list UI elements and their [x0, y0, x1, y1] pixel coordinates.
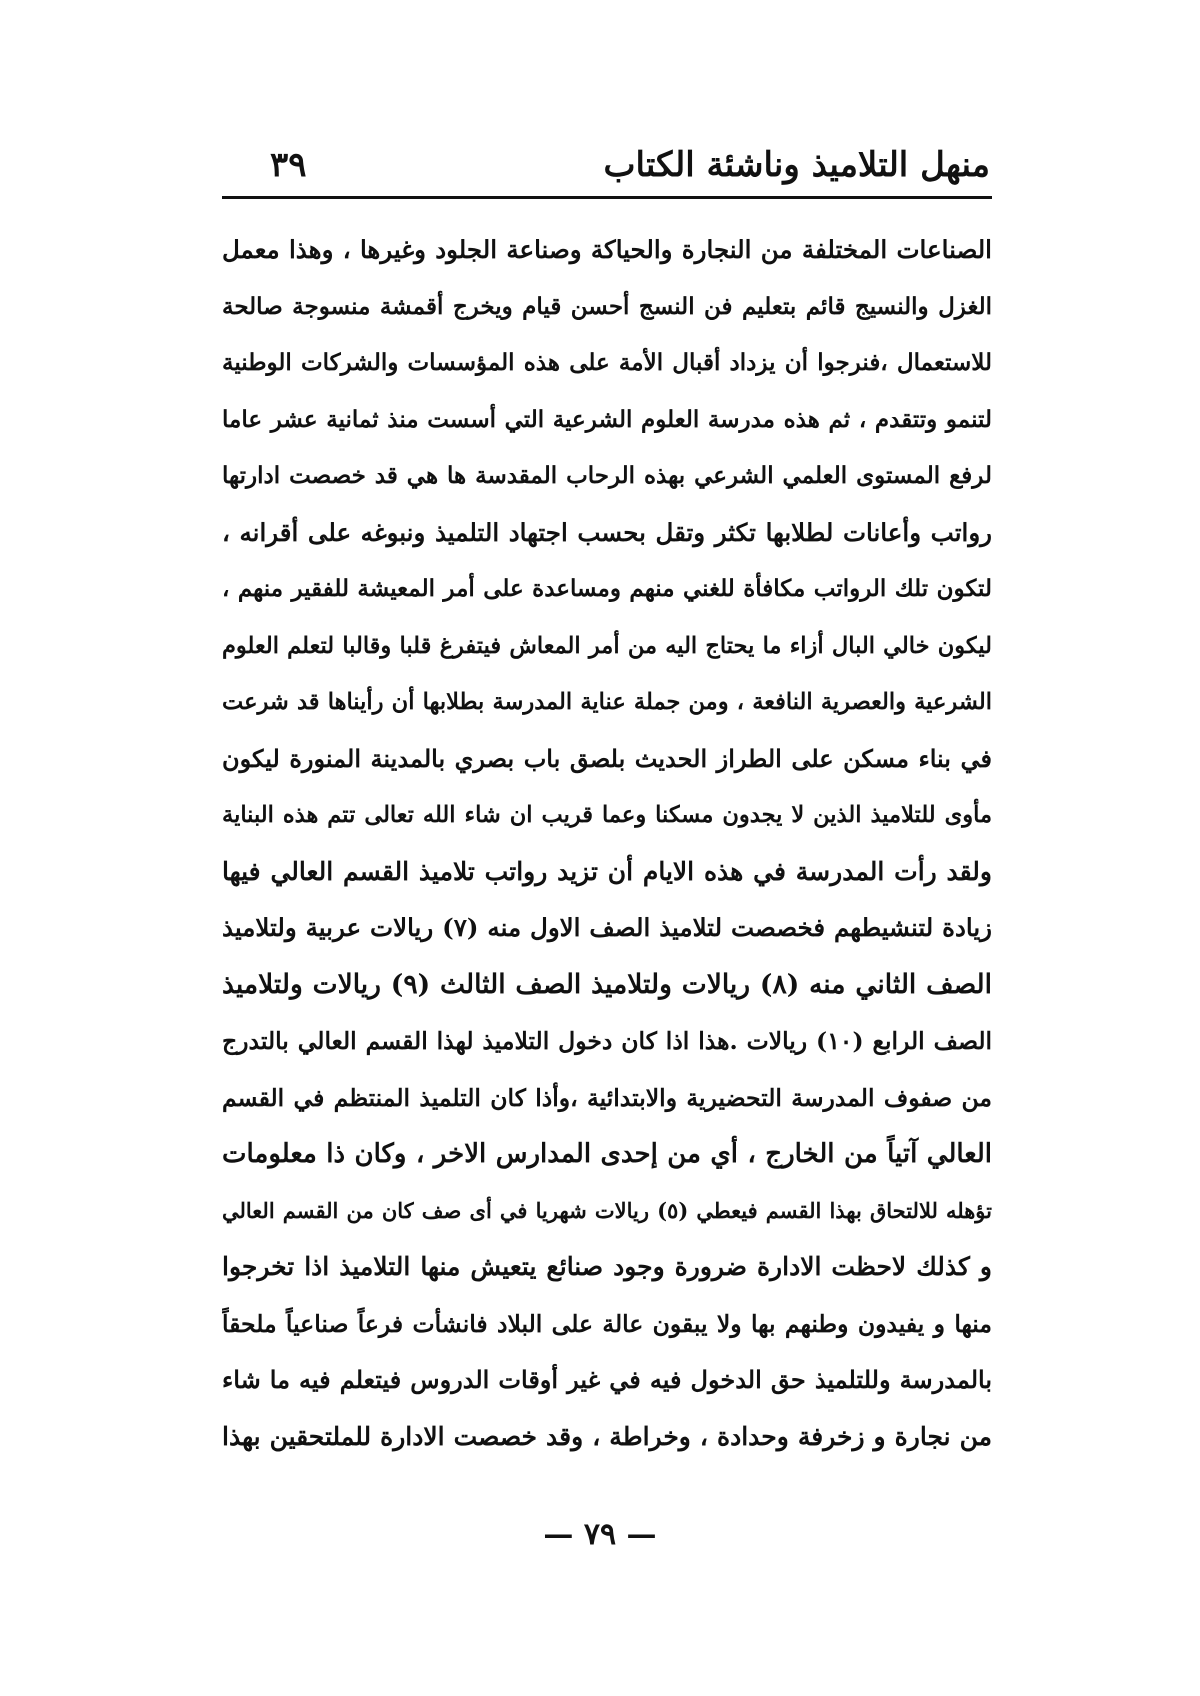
page-header	[220, 140, 990, 190]
text-line: للاستعمال ،فنرجوا أن يزداد أقبال الأمة على هذه المؤسسات والشركات الوطنية	[222, 349, 992, 376]
text-line: الصف الثاني منه (٨) ريالات ولتلاميذ الصف الثالث (٩) ريالات ولتلاميذ	[222, 968, 992, 1000]
text-line: العالي آتياً من الخارج ، أي من إحدى المدارس الاخر ، وكان ذا معلومات	[222, 1139, 992, 1169]
header-rule	[222, 196, 992, 199]
text-line: لتكون تلك الرواتب مكافأة للغني منهم ومساعدة على أمر المعيشة للفقير منهم ،	[222, 575, 992, 602]
text-line: الصف الرابع (١٠) ريالات .هذا اذا كان دخول التلاميذ لهذا القسم العالي بالتدرج	[222, 1027, 992, 1055]
text-line: الشرعية والعصرية النافعة ، ومن جملة عناية المدرسة بطلابها أن رأيناها قد شرعت	[222, 689, 992, 715]
text-line: من نجارة و زخرفة وحدادة ، وخراطة ، وقد خصصت الادارة للملتحقين بهذا	[222, 1421, 992, 1451]
text-line: مأوى للتلاميذ الذين لا يجدون مسكنا وعما قريب ان شاء الله تعالى تتم هذه البناية	[222, 802, 992, 828]
text-line: من صفوف المدرسة التحضيرية والابتدائية ،وأذا كان التلميذ المنتظم في القسم	[222, 1083, 992, 1112]
text-line: زيادة لتنشيطهم فخصصت لتلاميذ الصف الاول منه (٧) ريالات عربية ولتلاميذ	[222, 913, 992, 942]
running-title: منهل التلاميذ وناشئة الكتاب	[603, 145, 990, 185]
text-line: بالمدرسة وللتلميذ حق الدخول فيه في غير أوقات الدروس فيتعلم فيه ما شاء	[222, 1365, 992, 1394]
text-line: ليكون خالي البال أزاء ما يحتاج اليه من أمر المعاش فيتفرغ قلبا وقالبا لتعلم العلوم	[222, 632, 992, 659]
text-line: تؤهله للالتحاق بهذا القسم فيعطي (٥) ريالات شهريا في أى صف كان من القسم العالي	[222, 1197, 992, 1223]
body-text	[222, 222, 992, 1465]
text-line: لرفع المستوى العلمي الشرعي بهذه الرحاب المقدسة ها هي قد خصصت ادارتها	[222, 462, 992, 489]
text-line: رواتب وأعانات لطلابها تكثر وتقل بحسب اجتهاد التلميذ ونبوغه على أقرانه ،	[222, 517, 992, 547]
text-line: في بناء مسكن على الطراز الحديث بلصق باب بصري بالمدينة المنورة ليكون	[222, 743, 992, 773]
text-line: و كذلك لاحظت الادارة ضرورة وجود صنائع يتعيش منها التلاميذ اذا تخرجوا	[222, 1252, 992, 1281]
footer-page-number: — ٧٩ —	[543, 1517, 657, 1552]
header-page-number: ٣٩	[270, 145, 307, 185]
text-line: منها و يفيدون وطنهم بها ولا يبقون عالة على البلاد فانشأت فرعاً صناعياً ملحقاً	[222, 1309, 992, 1338]
text-line: الغزل والنسيج قائم بتعليم فن النسج أحسن قيام ويخرج أقمشة منسوجة صالحة	[222, 292, 992, 320]
text-line: لتنمو وتتقدم ، ثم هذه مدرسة العلوم الشرعية التي أسست منذ ثمانية عشر عاما	[222, 405, 992, 433]
text-line: الصناعات المختلفة من النجارة والحياكة وصناعة الجلود وغيرها ، وهذا معمل	[222, 235, 992, 264]
text-line: ولقد رأت المدرسة في هذه الايام أن تزيد رواتب تلاميذ القسم العالي فيها	[222, 856, 992, 886]
